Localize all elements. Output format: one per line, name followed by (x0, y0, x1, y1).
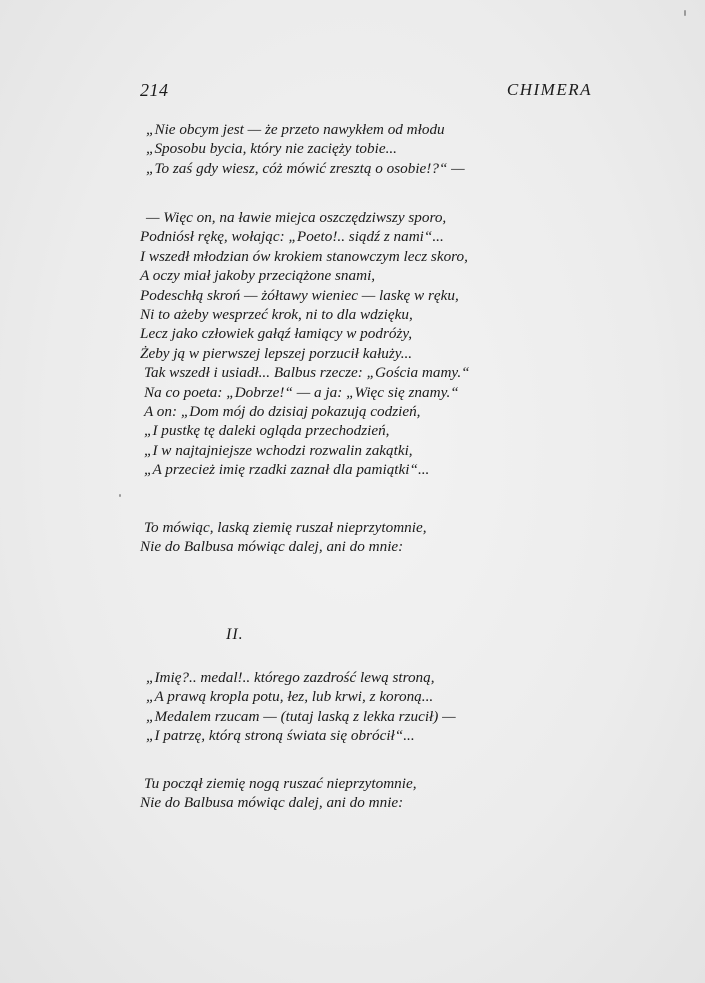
verse-line: „A przecież imię rzadki zaznał dla pamiątki“... (144, 461, 430, 479)
verse-line: Ni to ażeby wesprzeć krok, ni to dla wdzięku, (140, 306, 413, 324)
verse-line: „I patrzę, którą stroną świata się obrócił“... (146, 727, 415, 745)
verse-line: Nie do Balbusa mówiąc dalej, ani do mnie: (140, 538, 404, 556)
verse-line: „Imię?.. medal!.. którego zazdrość lewą stroną, (146, 669, 435, 686)
stanza-1 (140, 120, 590, 178)
verse-line: „I w najtajniejsze wchodzi rozwalin zakątki, (144, 441, 413, 459)
verse-line: A oczy miał jakoby przeciążone snami, (140, 267, 376, 285)
running-title: CHIMERA (506, 80, 592, 99)
verse-line: Tak wszedł i usiadł... Balbus rzecze: „Gościa mamy.“ (144, 364, 470, 382)
verse-line: Podniósł rękę, wołając: „Poeto!.. siądź z nami“... (140, 228, 444, 246)
verse-line: Nie do Balbusa mówiąc dalej, ani do mnie: (140, 794, 404, 812)
verse-line: „I pustkę tę daleki ogląda przechodzień, (144, 422, 390, 440)
verse-line: To mówiąc, laską ziemię ruszał nieprzytomnie, (144, 519, 427, 536)
verse-line: „Nie obcym jest — że przeto nawykłem od młodu (146, 121, 445, 138)
verse-line: Lecz jako człowiek gałąź łamiący w podróży, (140, 325, 413, 343)
verse-line: „A prawą kropla potu, łez, lub krwi, z koroną... (146, 688, 434, 706)
stanza-4 (140, 668, 590, 746)
verse-line: „Medalem rzucam — (tutaj laską z lekka rzucił) — (146, 707, 456, 725)
verse-line: Podeschłą skroń — żółtawy wieniec — laskę w ręku, (140, 286, 459, 304)
stanza-3 (140, 518, 590, 557)
verse-line: Tu począł ziemię nogą ruszać nieprzytomnie, (144, 775, 417, 792)
verse-line: „To zaś gdy wiesz, cóż mówić zresztą o osobie!?“ — (146, 159, 465, 177)
verse-line: Na co poeta: „Dobrze!“ — a ja: „Więc się znamy.“ (144, 383, 459, 401)
verse-line: I wszedł młodzian ów krokiem stanowczym lecz skoro, (140, 247, 468, 265)
section-number: II. (226, 626, 244, 643)
stanza-2 (140, 208, 590, 480)
verse-line: A on: „Dom mój do dzisiaj pokazują codzień, (144, 403, 421, 421)
paper-speck (684, 10, 686, 16)
verse-line: „Sposobu bycia, który nie zacięży tobie... (146, 140, 397, 158)
verse-line: Żeby ją w pierwszej lepszej porzucił kałuży... (140, 344, 413, 362)
page-number: 214 (140, 80, 169, 100)
running-head (140, 80, 592, 104)
stanza-5 (140, 774, 590, 813)
verse-line: — Więc on, na ławie miejca oszczędziwszy sporo, (146, 209, 447, 226)
paper-speck (119, 494, 121, 497)
